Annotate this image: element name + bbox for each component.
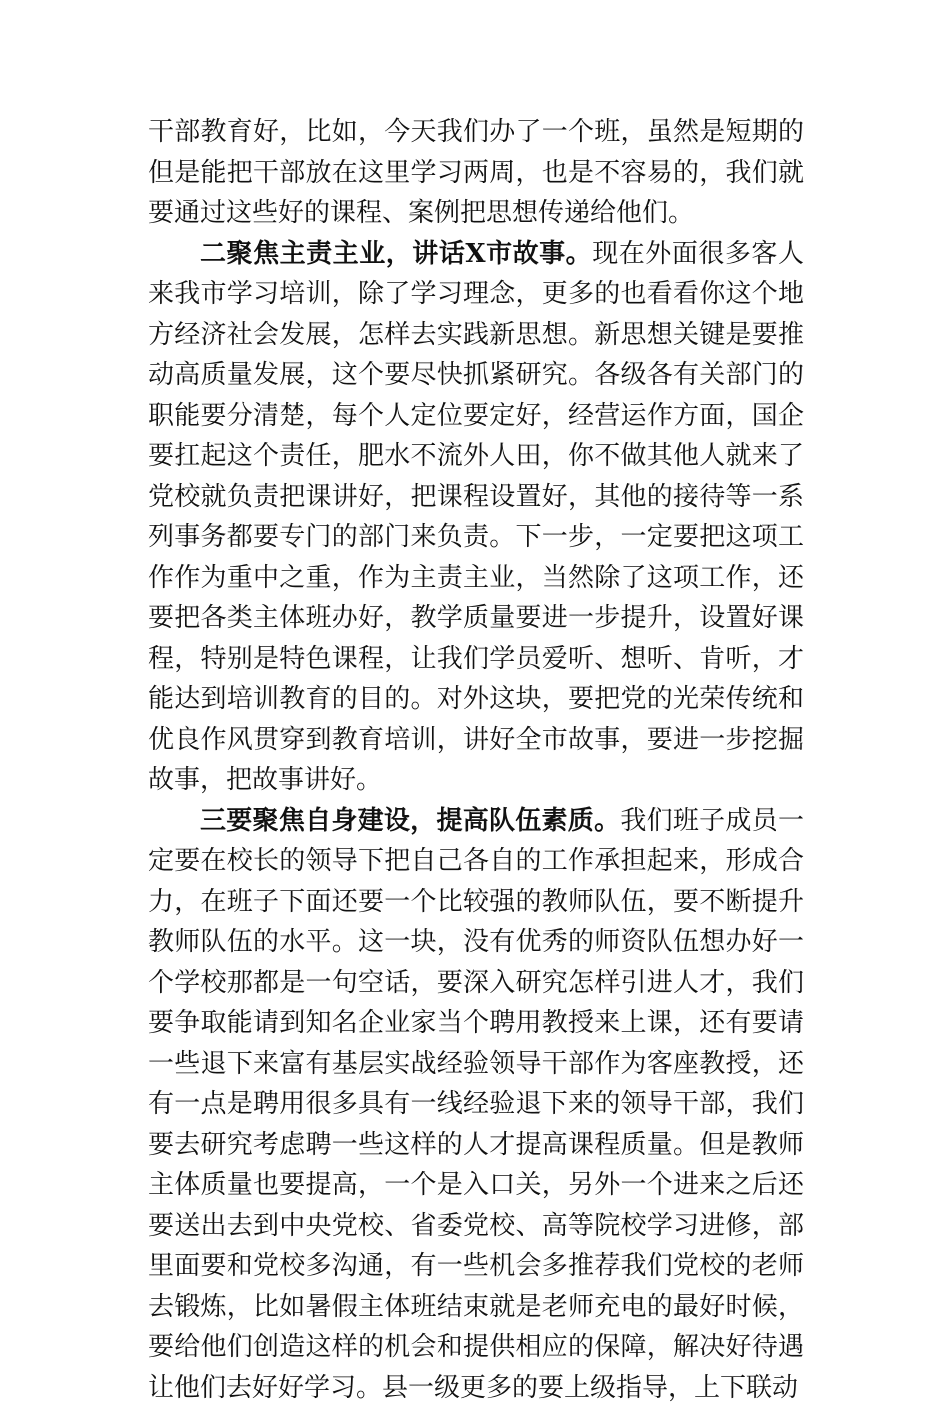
paragraph-2-body: 现在外面很多客人来我市学习培训，除了学习理念，更多的也看看你这个地方经济社会发展，怎样去实践新思想。新思想关键是要推动高质量发展，这个要尽快抓紧研究。各级各有关部门的职能要分清楚，每个人定位要定好，经营运作方面，国企要扛起这个责任，肥水不流外人田，你不做其他人就来了党校就负责把课讲好，把课程设置好，其他的接待等一系列事务都要专门的部门来负责。下一步，一定要把这项工作作为重中之重，作为主责主业，当然除了这项工作，还要把各类主体班办好，教学质量要进一步提升，设置好课程，特别是特色课程，让我们学员爱听、想听、肯听，才能达到培训教育的目的。对外这块，要把党的光荣传统和优良作风贯穿到教育培训，讲好全市故事，要进一步挖掘故事，把故事讲好。	[148, 239, 804, 796]
paragraph-1-body: 干部教育好，比如，今天我们办了一个班，虽然是短期的但是能把干部放在这里学习两周，也是不容易的，我们就要通过这些好的课程、案例把思想传递给他们。	[148, 117, 804, 228]
paragraph-3	[148, 801, 804, 1408]
paragraph-1	[148, 112, 804, 234]
paragraph-3-heading: 三要聚焦自身建设，提高队伍素质。	[200, 806, 620, 836]
paragraph-2	[148, 234, 804, 801]
document-page	[148, 112, 804, 1408]
paragraph-2-heading: 二聚焦主责主业，讲话X市故事。	[200, 239, 592, 269]
paragraph-3-body: 我们班子成员一定要在校长的领导下把自己各自的工作承担起来，形成合力，在班子下面还要一个比较强的教师队伍，要不断提升教师队伍的水平。这一块，没有优秀的师资队伍想办好一个学校那都是一句空话，要深入研究怎样引进人才，我们要争取能请到知名企业家当个聘用教授来上课，还有要请一些退下来富有基层实战经验领导干部作为客座教授，还有一点是聘用很多具有一线经验退下来的领导干部，我们要去研究考虑聘一些这样的人才提高课程质量。但是教师主体质量也要提高，一个是入口关，另外一个进来之后还要送出去到中央党校、省委党校、高等院校学习进修，部里面要和党校多沟通，有一些机会多推荐我们党校的老师去锻炼，比如暑假主体班结束就是老师充电的最好时候，要给他们创造这样的机会和提供相应的保障，解决好待遇让他们去好好学习。县一级更多的要上级指导，上下联动	[148, 806, 804, 1403]
